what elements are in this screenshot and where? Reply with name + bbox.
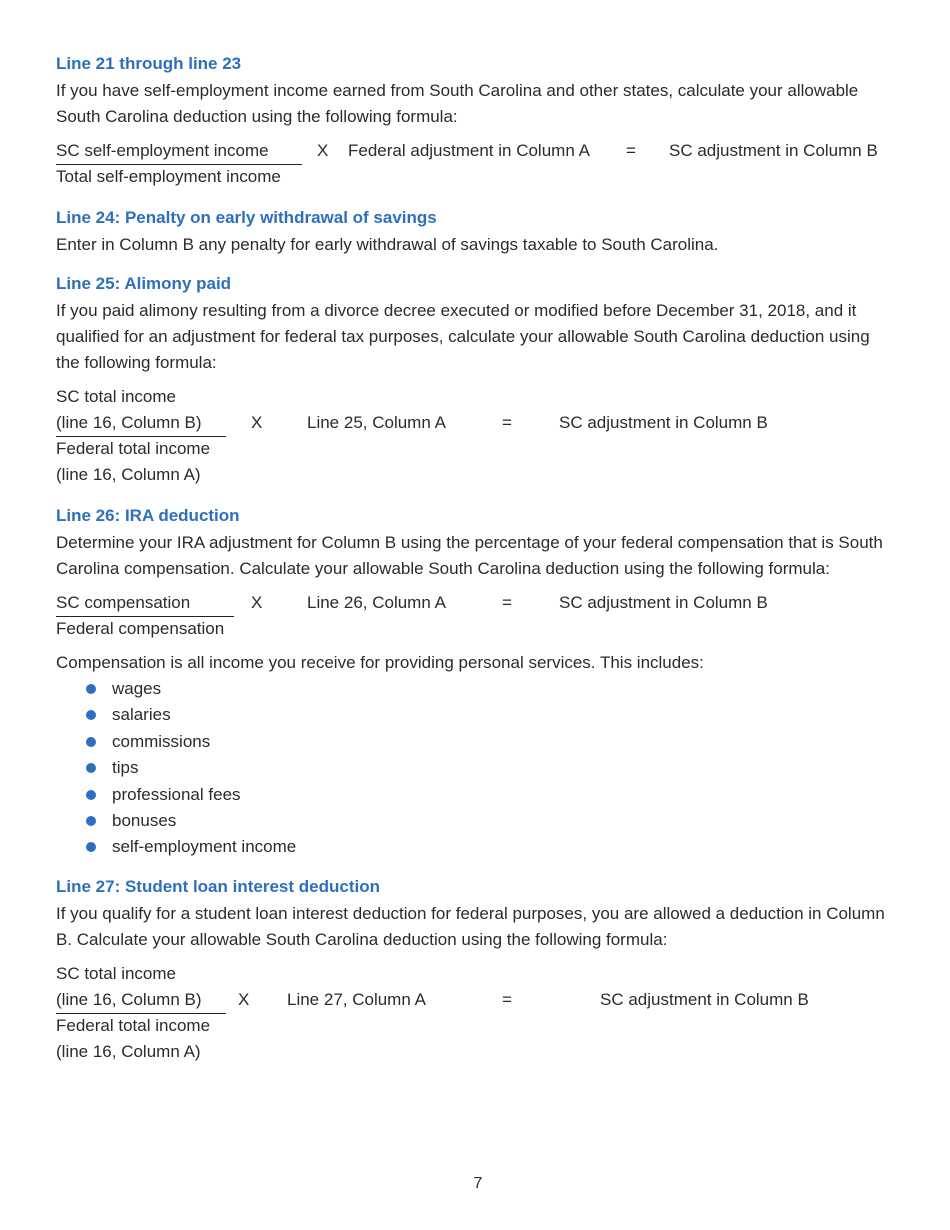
- section-line-25: [56, 272, 896, 490]
- section-body: If you have self-employment income earned from South Carolina and other states, calculate your allowable South Carolina deduction using the following formula:: [56, 81, 859, 126]
- formula-line-27: [56, 961, 896, 1067]
- list-item: bonuses: [84, 808, 896, 834]
- section-body: Determine your IRA adjustment for Column B using the percentage of your federal compensation that is South Carolina compensation. Calculate your allowable South Carolina deduction using the following formula:: [56, 533, 883, 578]
- formula-denominator-line2: (line 16, Column A): [56, 1041, 201, 1061]
- list-item: commissions: [84, 729, 896, 755]
- formula-equals: =: [626, 141, 636, 160]
- formula-times: X: [251, 413, 263, 432]
- list-item: wages: [84, 676, 896, 702]
- formula-times: X: [317, 141, 329, 160]
- formula-numerator: SC compensation: [56, 590, 234, 617]
- list-item: self-employment income: [84, 834, 896, 860]
- compensation-intro: Compensation is all income you receive for providing personal services. This includes:: [56, 653, 704, 672]
- section-heading: Line 27: Student loan interest deduction: [56, 876, 380, 896]
- formula-denominator-line1: Federal total income: [56, 439, 211, 458]
- formula-equals: =: [502, 989, 512, 1009]
- formula-numerator-line1: SC total income: [56, 963, 176, 983]
- formula-multiplier: Line 25, Column A: [307, 413, 446, 432]
- formula-multiplier: Line 26, Column A: [307, 593, 446, 612]
- formula-line-26: [56, 590, 896, 644]
- list-item: professional fees: [84, 782, 896, 808]
- section-body: If you paid alimony resulting from a divorce decree executed or modified before December 31, 2018, and it qualified for an adjustment for federal tax purposes, calculate your allowable South Carolina deduction using the following formula:: [56, 301, 870, 372]
- formula-multiplier: Line 27, Column A: [287, 989, 426, 1009]
- section-heading: Line 26: IRA deduction: [56, 506, 240, 525]
- compensation-list: [56, 676, 896, 861]
- page-number: 7: [473, 1175, 483, 1192]
- page-content: [56, 52, 896, 1079]
- formula-result: SC adjustment in Column B: [669, 141, 878, 160]
- formula-line-25: [56, 384, 896, 490]
- formula-numerator: SC self-employment income: [56, 138, 302, 165]
- formula-denominator-line2: (line 16, Column A): [56, 465, 201, 484]
- formula-numerator-line2: (line 16, Column B): [56, 410, 226, 437]
- section-heading: Line 24: Penalty on early withdrawal of savings: [56, 208, 437, 227]
- section-body: Enter in Column B any penalty for early withdrawal of savings taxable to South Carolina.: [56, 235, 719, 254]
- formula-result: SC adjustment in Column B: [559, 593, 768, 612]
- section-line-21: [56, 52, 896, 192]
- section-body: If you qualify for a student loan interest deduction for federal purposes, you are allowed a deduction in Column B. Calculate your allowable South Carolina deduction using the following formula:: [56, 903, 885, 949]
- list-item: salaries: [84, 702, 896, 728]
- formula-numerator-line2: (line 16, Column B): [56, 987, 226, 1014]
- formula-times: X: [251, 593, 263, 612]
- formula-multiplier: Federal adjustment in Column A: [348, 141, 590, 160]
- section-line-24: [56, 206, 896, 258]
- formula-denominator: Federal compensation: [56, 619, 225, 638]
- section-heading: Line 25: Alimony paid: [56, 274, 232, 293]
- formula-numerator-line1: SC total income: [56, 387, 176, 406]
- formula-line-21: [56, 138, 896, 192]
- formula-equals: =: [502, 413, 512, 432]
- formula-denominator: Total self-employment income: [56, 167, 281, 186]
- section-line-26: [56, 504, 896, 861]
- formula-denominator-line1: Federal total income: [56, 1015, 211, 1035]
- formula-result: SC adjustment in Column B: [559, 413, 768, 432]
- list-item: tips: [84, 755, 896, 781]
- section-heading: Line 21 through line 23: [56, 54, 242, 73]
- formula-result: SC adjustment in Column B: [600, 989, 809, 1009]
- formula-times: X: [238, 989, 250, 1009]
- section-line-27: [56, 875, 896, 1067]
- formula-equals: =: [502, 593, 512, 612]
